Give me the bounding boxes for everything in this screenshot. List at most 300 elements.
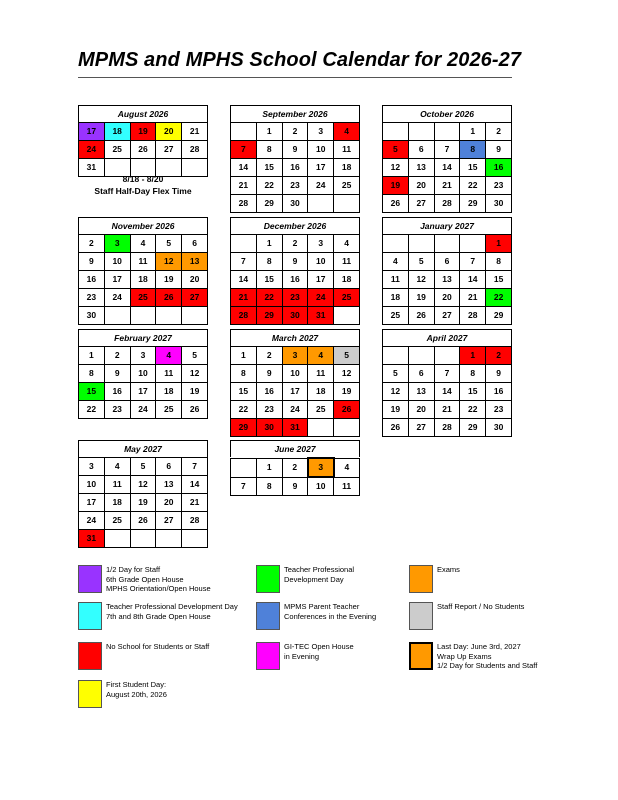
day-cell: 26 [130,512,156,530]
day-cell: 3 [79,458,105,476]
day-cell: 25 [130,289,156,307]
day-cell: 23 [282,177,308,195]
legend-text [106,602,238,621]
day-cell: 6 [408,365,434,383]
day-cell: 2 [79,235,105,253]
day-cell: 30 [486,419,512,437]
month-title: April 2027 [382,329,512,346]
legend-line: August 20th, 2026 [106,689,167,699]
empty-day-cell [231,123,257,141]
day-cell: 5 [408,253,434,271]
week-row [79,289,208,307]
day-cell: 12 [383,383,409,401]
day-cell: 28 [434,195,460,213]
day-cell: 3 [308,458,334,477]
month-calendar-october-2026 [382,105,512,213]
week-row [383,347,512,365]
legend-line: Staff Report / No Students [437,602,525,611]
day-cell: 16 [486,159,512,177]
day-cell: 16 [282,159,308,177]
day-cell: 24 [79,141,105,159]
day-cell: 4 [130,235,156,253]
day-cell: 2 [256,347,282,365]
month-title: November 2026 [78,217,208,234]
week-row [231,365,360,383]
day-cell: 1 [79,347,105,365]
day-cell: 18 [130,271,156,289]
day-cell: 14 [231,159,257,177]
day-cell: 20 [156,494,182,512]
day-cell: 13 [156,476,182,494]
legend-text [437,602,524,612]
week-row [79,383,208,401]
legend-text [284,565,354,584]
day-cell: 19 [182,383,208,401]
day-cell: 5 [130,458,156,476]
week-row [231,253,360,271]
legend-swatch [409,642,433,670]
empty-day-cell [104,307,130,325]
day-cell: 29 [256,195,282,213]
day-cell: 3 [104,235,130,253]
day-cell: 14 [182,476,208,494]
empty-day-cell [434,235,460,253]
day-cell: 1 [231,347,257,365]
day-cell: 1 [256,123,282,141]
day-cell: 7 [231,253,257,271]
month-title: August 2026 [78,105,208,122]
day-cell: 1 [256,458,282,477]
day-cell: 21 [460,289,486,307]
legend-swatch [78,680,102,708]
month-calendar-march-2027 [230,329,360,437]
day-cell: 16 [104,383,130,401]
day-cell: 8 [256,141,282,159]
day-cell: 1 [460,123,486,141]
week-row [383,177,512,195]
day-cell: 15 [460,383,486,401]
day-cell: 23 [282,289,308,307]
week-row [231,458,360,477]
day-cell: 25 [104,512,130,530]
day-cell: 29 [460,195,486,213]
month-title: October 2026 [382,105,512,122]
week-row [231,141,360,159]
day-cell: 8 [256,477,282,496]
day-cell: 15 [486,271,512,289]
legend-text [284,642,354,661]
month-grid [78,234,208,325]
day-cell: 27 [408,419,434,437]
day-cell: 4 [334,123,360,141]
day-cell: 19 [408,289,434,307]
day-cell: 6 [408,141,434,159]
day-cell: 12 [383,159,409,177]
week-row [383,271,512,289]
day-cell: 18 [383,289,409,307]
week-row [231,383,360,401]
day-cell: 31 [79,530,105,548]
week-row [231,289,360,307]
day-cell: 23 [104,401,130,419]
week-row [79,494,208,512]
legend-swatch [78,642,102,670]
day-cell: 17 [308,271,334,289]
day-cell: 12 [334,365,360,383]
day-cell: 11 [130,253,156,271]
week-row [383,307,512,325]
month-grid [78,346,208,419]
day-cell: 10 [282,365,308,383]
legend-swatch [409,602,433,630]
month-title: June 2027 [230,440,360,457]
day-cell: 24 [308,177,334,195]
week-row [79,401,208,419]
day-cell: 12 [156,253,182,271]
week-row [383,253,512,271]
week-row [231,419,360,437]
empty-day-cell [334,195,360,213]
day-cell: 6 [434,253,460,271]
day-cell: 31 [308,307,334,325]
day-cell: 25 [156,401,182,419]
day-cell: 18 [104,494,130,512]
page-title: MPMS and MPHS School Calendar for 2026-27 [78,49,522,71]
empty-day-cell [104,530,130,548]
empty-day-cell [182,307,208,325]
day-cell: 17 [79,123,105,141]
week-row [383,365,512,383]
day-cell: 25 [334,177,360,195]
day-cell: 2 [282,123,308,141]
month-calendar-february-2027 [78,329,208,419]
day-cell: 28 [434,419,460,437]
day-cell: 11 [308,365,334,383]
day-cell: 22 [460,401,486,419]
day-cell: 16 [256,383,282,401]
empty-day-cell [383,347,409,365]
month-title: January 2027 [382,217,512,234]
week-row [383,123,512,141]
day-cell: 5 [383,365,409,383]
day-cell: 21 [434,177,460,195]
week-row [231,235,360,253]
day-cell: 30 [256,419,282,437]
day-cell: 2 [486,123,512,141]
day-cell: 2 [282,458,308,477]
day-cell: 2 [104,347,130,365]
legend-line: Conferences in the Evening [284,611,377,621]
month-calendar-august-2026 [78,105,208,177]
day-cell: 16 [486,383,512,401]
day-cell: 19 [383,177,409,195]
empty-day-cell [231,458,257,477]
legend-text [106,642,209,652]
month-calendar-may-2027 [78,440,208,548]
day-cell: 18 [334,271,360,289]
month-calendar-december-2026 [230,217,360,325]
day-cell: 24 [308,289,334,307]
legend-line: 1/2 Day for Staff [106,565,161,574]
week-row [383,401,512,419]
day-cell: 20 [434,289,460,307]
day-cell: 6 [182,235,208,253]
day-cell: 5 [182,347,208,365]
day-cell: 10 [104,253,130,271]
day-cell: 1 [486,235,512,253]
day-cell: 20 [156,123,182,141]
week-row [231,477,360,496]
legend-swatch [256,602,280,630]
week-row [383,289,512,307]
empty-day-cell [383,235,409,253]
day-cell: 21 [434,401,460,419]
day-cell: 10 [308,253,334,271]
day-cell: 19 [334,383,360,401]
day-cell: 13 [408,159,434,177]
week-row [383,383,512,401]
week-row [79,347,208,365]
day-cell: 25 [308,401,334,419]
month-title: February 2027 [78,329,208,346]
day-cell: 9 [79,253,105,271]
empty-day-cell [156,530,182,548]
legend-line: in Evening [284,651,320,661]
month-grid [382,122,512,213]
day-cell: 29 [256,307,282,325]
month-grid [230,234,360,325]
day-cell: 9 [282,477,308,496]
day-cell: 7 [182,458,208,476]
day-cell: 1 [256,235,282,253]
day-cell: 8 [486,253,512,271]
legend-line: Wrap Up Exams [437,651,492,661]
week-row [383,141,512,159]
legend-swatch [78,602,102,630]
month-calendar-january-2027 [382,217,512,325]
day-cell: 15 [460,159,486,177]
day-cell: 1 [460,347,486,365]
day-cell: 21 [182,494,208,512]
day-cell: 8 [460,365,486,383]
week-row [231,307,360,325]
month-grid [382,234,512,325]
empty-day-cell [383,123,409,141]
day-cell: 11 [104,476,130,494]
day-cell: 27 [182,289,208,307]
day-cell: 13 [182,253,208,271]
day-cell: 30 [79,307,105,325]
empty-day-cell [408,235,434,253]
day-cell: 7 [231,477,257,496]
legend-line: MPHS Orientation/Open House [106,584,211,593]
day-cell: 10 [130,365,156,383]
week-row [231,195,360,213]
august-note-text: Staff Half-Day Flex Time [94,186,192,196]
day-cell: 27 [408,195,434,213]
day-cell: 7 [434,141,460,159]
day-cell: 21 [231,289,257,307]
day-cell: 13 [434,271,460,289]
week-row [383,159,512,177]
day-cell: 31 [282,419,308,437]
day-cell: 28 [182,512,208,530]
day-cell: 17 [308,159,334,177]
month-title: March 2027 [230,329,360,346]
day-cell: 24 [130,401,156,419]
day-cell: 7 [460,253,486,271]
day-cell: 18 [156,383,182,401]
empty-day-cell [408,123,434,141]
month-grid [230,346,360,437]
day-cell: 11 [334,253,360,271]
day-cell: 15 [256,271,282,289]
day-cell: 4 [308,347,334,365]
day-cell: 19 [130,123,156,141]
week-row [79,530,208,548]
day-cell: 15 [231,383,257,401]
week-row [79,271,208,289]
day-cell: 18 [104,123,130,141]
day-cell: 11 [334,141,360,159]
legend-swatch [256,642,280,670]
day-cell: 26 [408,307,434,325]
day-cell: 10 [308,141,334,159]
day-cell: 4 [156,347,182,365]
day-cell: 7 [434,365,460,383]
legend-line: Teacher Professional Development Day [106,602,238,611]
month-calendar-november-2026 [78,217,208,325]
day-cell: 9 [486,365,512,383]
day-cell: 20 [408,177,434,195]
day-cell: 3 [130,347,156,365]
day-cell: 3 [308,235,334,253]
day-cell: 3 [308,123,334,141]
day-cell: 26 [130,141,156,159]
day-cell: 24 [79,512,105,530]
week-row [79,458,208,476]
month-calendar-june-2027 [230,440,360,496]
legend-line: Teacher Professional [284,565,355,574]
month-grid [230,122,360,213]
week-row [79,253,208,271]
day-cell: 16 [79,271,105,289]
week-row [383,419,512,437]
day-cell: 19 [130,494,156,512]
empty-day-cell [156,307,182,325]
empty-day-cell [434,347,460,365]
week-row [79,141,208,159]
day-cell: 4 [383,253,409,271]
day-cell: 9 [282,253,308,271]
day-cell: 6 [156,458,182,476]
legend-text [106,680,167,699]
empty-day-cell [308,195,334,213]
day-cell: 22 [231,401,257,419]
day-cell: 4 [334,458,360,477]
legend-swatch [78,565,102,593]
month-calendar-april-2027 [382,329,512,437]
title-divider [78,77,512,78]
day-cell: 27 [434,307,460,325]
day-cell: 10 [79,476,105,494]
day-cell: 27 [156,141,182,159]
legend-line: GI-TEC Open House [284,642,354,651]
day-cell: 17 [104,271,130,289]
day-cell: 26 [334,401,360,419]
day-cell: 17 [282,383,308,401]
day-cell: 9 [282,141,308,159]
legend-text [106,565,211,594]
day-cell: 23 [256,401,282,419]
empty-day-cell [130,530,156,548]
legend-line: 7th and 8th Grade Open House [106,611,211,621]
day-cell: 31 [79,159,105,177]
day-cell: 21 [182,123,208,141]
month-grid [78,457,208,548]
day-cell: 12 [130,476,156,494]
day-cell: 2 [486,347,512,365]
august-note [78,173,208,197]
day-cell: 14 [434,383,460,401]
week-row [231,177,360,195]
day-cell: 30 [282,307,308,325]
empty-day-cell [334,307,360,325]
day-cell: 2 [282,235,308,253]
day-cell: 9 [104,365,130,383]
week-row [79,512,208,530]
week-row [79,365,208,383]
day-cell: 22 [256,289,282,307]
month-grid [78,122,208,177]
day-cell: 22 [79,401,105,419]
day-cell: 8 [79,365,105,383]
legend-line: 6th Grade Open House [106,574,184,584]
day-cell: 5 [156,235,182,253]
day-cell: 11 [334,477,360,496]
day-cell: 26 [383,195,409,213]
day-cell: 17 [130,383,156,401]
day-cell: 9 [486,141,512,159]
day-cell: 28 [231,195,257,213]
day-cell: 25 [334,289,360,307]
day-cell: 15 [256,159,282,177]
day-cell: 22 [460,177,486,195]
day-cell: 22 [256,177,282,195]
legend-line: First Student Day: [106,680,167,689]
day-cell: 10 [308,477,334,496]
day-cell: 18 [334,159,360,177]
day-cell: 16 [282,271,308,289]
day-cell: 30 [486,195,512,213]
day-cell: 25 [104,141,130,159]
day-cell: 3 [282,347,308,365]
day-cell: 23 [486,177,512,195]
day-cell: 26 [383,419,409,437]
day-cell: 25 [383,307,409,325]
day-cell: 24 [282,401,308,419]
legend-line: MPMS Parent Teacher [284,602,360,611]
week-row [79,123,208,141]
day-cell: 14 [460,271,486,289]
week-row [231,271,360,289]
day-cell: 4 [104,458,130,476]
week-row [231,401,360,419]
day-cell: 5 [334,347,360,365]
day-cell: 20 [408,401,434,419]
day-cell: 15 [79,383,105,401]
week-row [231,123,360,141]
